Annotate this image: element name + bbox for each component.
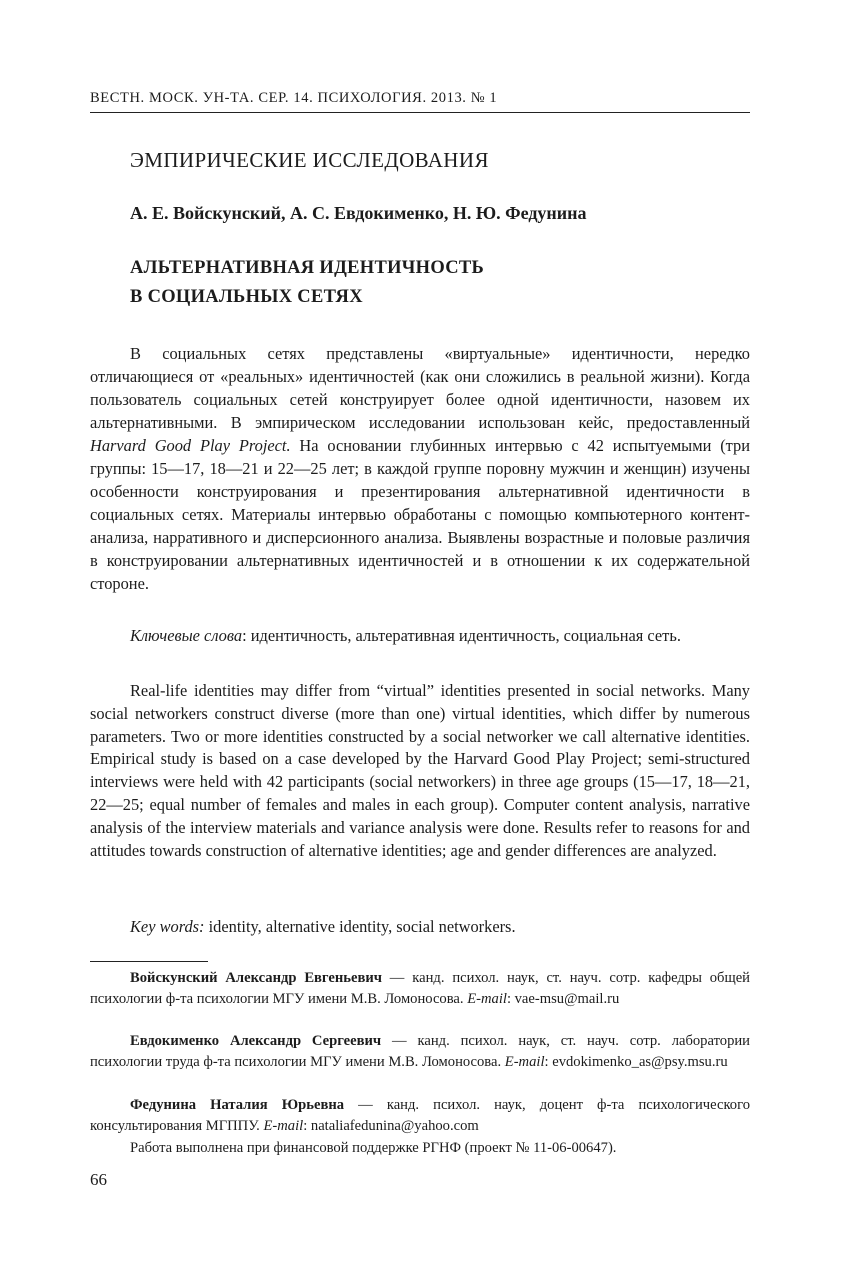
footnote-2-email: : evdokimenko_as@psy.msu.ru bbox=[544, 1054, 728, 1070]
footnote-3-text: — канд. психол. наук, доцент ф-та психологического консультирования МГППУ. bbox=[90, 1097, 751, 1134]
running-head: ВЕСТН. МОСК. УН-ТА. СЕР. 14. ПСИХОЛОГИЯ. 2013. № 1 bbox=[90, 90, 498, 106]
keywords-english bbox=[90, 915, 750, 938]
abstract-ru-text-1: В социальных сетях представлены «виртуальные» идентичности, нередко отличающиеся от «реальных» идентичностей (как они сложились в реальной жизни). Когда пользователь социальных сетей конструирует более одной идентичности, назовем их альтернативными. В эмпирическом исследовании использован кейс, предоставленный bbox=[90, 344, 750, 432]
footnote-1-email: : vae-msu@mail.ru bbox=[506, 991, 620, 1007]
footnote-author-2 bbox=[90, 1031, 750, 1073]
abstract-ru-case-name: Harvard Good Play Project. bbox=[90, 436, 291, 455]
footnote-2-text: — канд. психол. наук, ст. науч. сотр. лаборатории психологии труда ф-та психологии МГУ имени М.В. Ломоносова. bbox=[90, 1033, 750, 1070]
funding-note: Работа выполнена при финансовой поддержке РГНФ (проект № 11-06-00647). bbox=[130, 1140, 617, 1156]
article-title bbox=[130, 254, 484, 312]
footnote-author-1 bbox=[90, 968, 750, 1010]
footnote-2-email-label: E-mail bbox=[504, 1054, 545, 1070]
footnote-1-name: Войскунский Александр Евгеньевич bbox=[130, 970, 382, 986]
abstract-russian bbox=[90, 342, 750, 595]
footnote-3-email: : nataliafedunina@yahoo.com bbox=[303, 1118, 479, 1134]
keywords-en-text: identity, alternative identity, social networkers. bbox=[204, 917, 516, 936]
keywords-ru-label: Ключевые слова bbox=[130, 626, 243, 645]
footnote-3-name: Федунина Наталия Юрьевна bbox=[130, 1097, 345, 1113]
abstract-ru-text-2: На основании глубинных интервью с 42 испытуемыми (три группы: 15—17, 18—21 и 22—25 лет; в каждой группе поровну мужчин и женщин) изучены особенности конструирования и презентирования альтернативной идентичности в социальных сетях. Материалы интервью обработаны с помощью компьютерного контент-анализа, нарративного и дисперсионного анализа. Выявлены возрастные и половые различия в конструировании альтернативных идентичностей и в отношении к их содержательной стороне. bbox=[90, 436, 750, 593]
footnote-rule bbox=[90, 961, 208, 962]
keywords-en-label: Key words: bbox=[130, 917, 205, 936]
footnote-2-name: Евдокименко Александр Сергеевич bbox=[130, 1033, 382, 1049]
header-rule bbox=[90, 112, 750, 113]
page-number: 66 bbox=[90, 1170, 107, 1189]
article-title-line-1: АЛЬТЕРНАТИВНАЯ ИДЕНТИЧНОСТЬ bbox=[130, 258, 485, 278]
keywords-russian bbox=[90, 624, 750, 647]
section-title: ЭМПИРИЧЕСКИЕ ИССЛЕДОВАНИЯ bbox=[130, 148, 489, 172]
footnote-1-text: — канд. психол. наук, ст. науч. сотр. кафедры общей психологии ф-та психологии МГУ имени М.В. Ломоносова. bbox=[90, 970, 750, 1007]
abstract-english: Real-life identities may differ from “virtual” identities presented in social networks. Many social networkers construct diverse (more than one) virtual identities, which differ by numerous parameters. Two or more identities constructed by a social networker we call alternative identities. Empirical study is based on a case developed by the Harvard Good Play Project; semi-structured interviews were held with 42 participants (social networkers) in three age groups (15—17, 18—21, 22—25; equal number of females and males in each group). Computer content analysis, narrative analysis of the interview materials and variance analysis were done. Results refer to reasons for and attitudes towards construction of alternative identities; age and gender differences are analyzed. bbox=[90, 681, 750, 860]
footnote-3-email-label: E-mail bbox=[263, 1118, 304, 1134]
keywords-ru-text: : идентичность, альтеративная идентичность, социальная сеть. bbox=[242, 626, 681, 645]
footnote-author-3 bbox=[90, 1095, 750, 1137]
footnote-1-email-label: E-mail bbox=[467, 991, 507, 1007]
authors-line: А. Е. Войскунский, А. С. Евдокименко, Н. Ю. Федунина bbox=[130, 203, 587, 223]
article-title-line-2: В СОЦИАЛЬНЫХ СЕТЯХ bbox=[130, 287, 363, 307]
